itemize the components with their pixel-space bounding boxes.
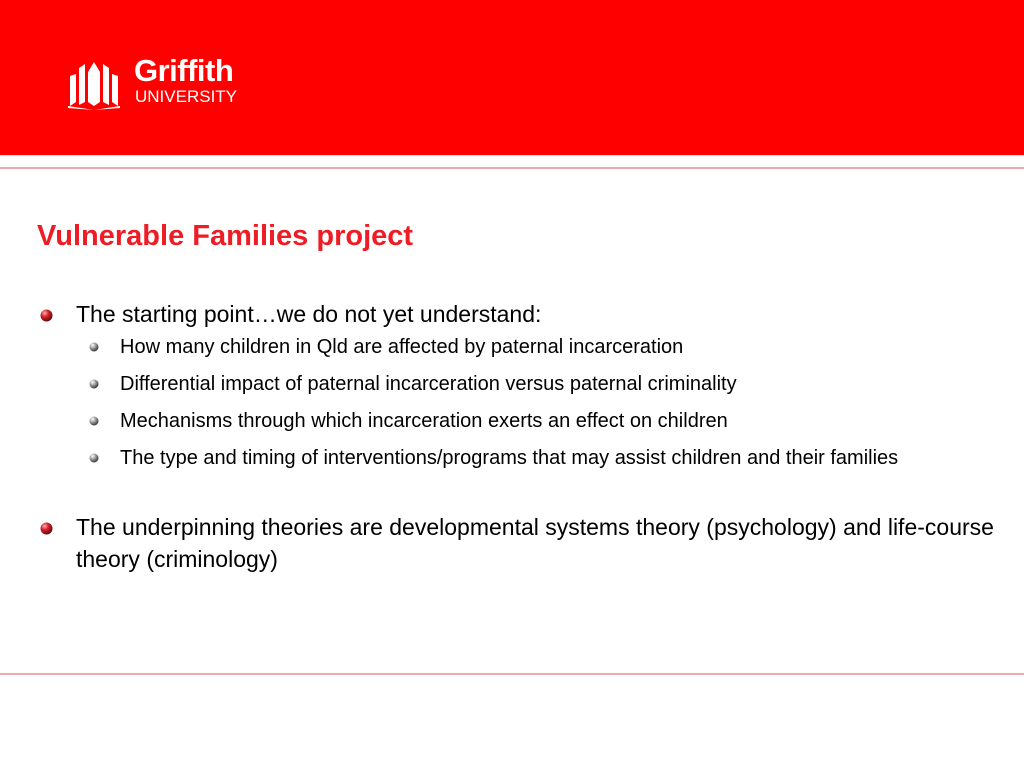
top-divider bbox=[0, 167, 1024, 169]
sub-bullet-list bbox=[76, 332, 1000, 473]
bullet-item bbox=[40, 511, 1000, 575]
bottom-divider bbox=[0, 673, 1024, 675]
small-sphere-bullet-icon bbox=[89, 342, 99, 352]
bullet-item bbox=[40, 298, 1000, 473]
sub-bullet-item bbox=[76, 443, 1000, 473]
sub-bullet-text: Mechanisms through which incarceration exerts an effect on children bbox=[120, 410, 728, 432]
logo-subtext: UNIVERSITY bbox=[135, 87, 238, 106]
small-sphere-bullet-icon bbox=[89, 453, 99, 463]
sub-bullet-text: The type and timing of interventions/programs that may assist children and their families bbox=[120, 447, 899, 469]
sub-bullet-item bbox=[76, 369, 1000, 399]
sphere-bullet-icon bbox=[40, 309, 53, 322]
sub-bullet-text: Differential impact of paternal incarceration versus paternal criminality bbox=[120, 373, 737, 395]
small-sphere-bullet-icon bbox=[89, 379, 99, 389]
logo-wordmark: Griffith bbox=[134, 53, 234, 88]
bullet-text: The underpinning theories are developmental systems theory (psychology) and life-course theory (criminology) bbox=[76, 514, 994, 572]
sphere-bullet-icon bbox=[40, 522, 53, 535]
small-sphere-bullet-icon bbox=[89, 416, 99, 426]
slide-title: Vulnerable Families project bbox=[37, 220, 414, 252]
griffith-logo-icon bbox=[68, 58, 132, 110]
header-band bbox=[0, 0, 1024, 156]
sub-bullet-text: How many children in Qld are affected by paternal incarceration bbox=[120, 336, 684, 358]
griffith-logo bbox=[68, 53, 268, 110]
sub-bullet-item bbox=[76, 332, 1000, 362]
bullet-list bbox=[40, 298, 1000, 575]
sub-bullet-item bbox=[76, 406, 1000, 436]
bullet-text: The starting point…we do not yet understand: bbox=[76, 301, 542, 327]
